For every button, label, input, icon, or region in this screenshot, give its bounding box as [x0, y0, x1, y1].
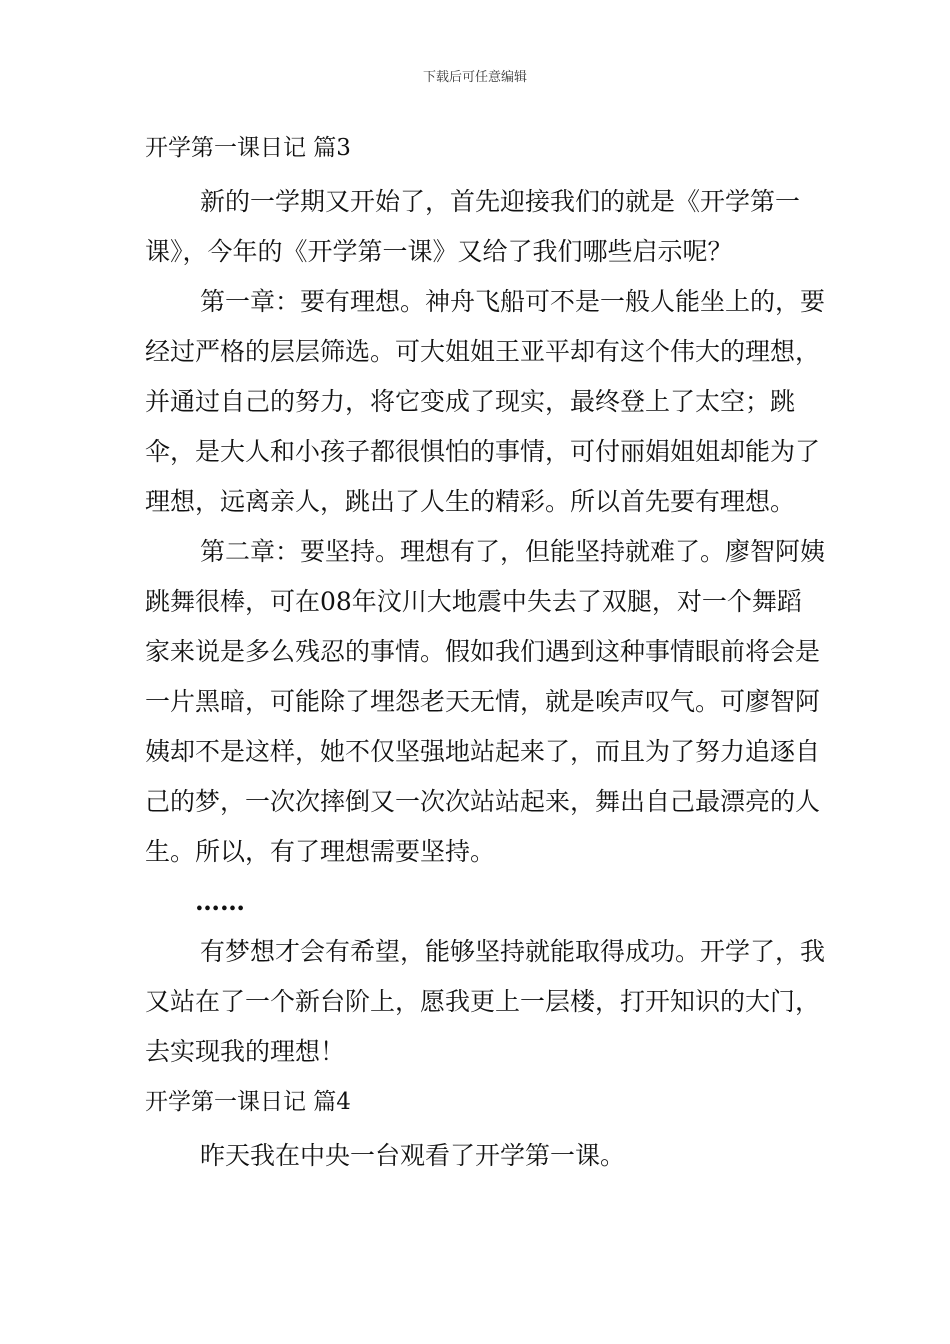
section-title: 开学第一课日记 篇4	[145, 1089, 351, 1115]
ellipsis: ……	[195, 887, 245, 916]
paragraph: 第一章：要有理想。神舟飞船可不是一般人能坐上的，要经过严格的层层筛选。可大姐姐王亚平却有这个伟大的理想，并通过自己的努力，将它变成了现实，最终登上了太空；跳伞，是大人和小孩子都很惧怕的事情，可付丽娟姐姐却能为了理想，远离亲人，跳出了人生的精彩。所以首先要有理想。	[145, 287, 826, 516]
section-title: 开学第一课日记 篇3	[145, 135, 351, 161]
paragraph: 昨天我在中央一台观看了开学第一课。	[200, 1141, 626, 1170]
paragraph: 新的一学期又开始了，首先迎接我们的就是《开学第一课》，今年的《开学第一课》又给了我们哪些启示呢？	[145, 187, 801, 266]
document-body	[145, 131, 825, 1181]
paragraph: 第二章：要坚持。理想有了，但能坚持就难了。廖智阿姨跳舞很棒，可在08年汶川大地震中失去了双腿，对一个舞蹈家来说是多么残忍的事情。假如我们遇到这种事情眼前将会是一片黑暗，可能除了埋怨老天无情，就是唉声叹气。可廖智阿姨却不是这样，她不仅坚强地站起来了，而且为了努力追逐自己的梦，一次次摔倒又一次次站站起来，舞出自己最漂亮的人生。所以，有了理想需要坚持。	[145, 537, 826, 866]
page-header-note: 下载后可任意编辑	[422, 70, 527, 85]
paragraph: 有梦想才会有希望，能够坚持就能取得成功。开学了，我又站在了一个新台阶上，愿我更上一层楼，打开知识的大门，去实现我的理想！	[145, 937, 826, 1066]
